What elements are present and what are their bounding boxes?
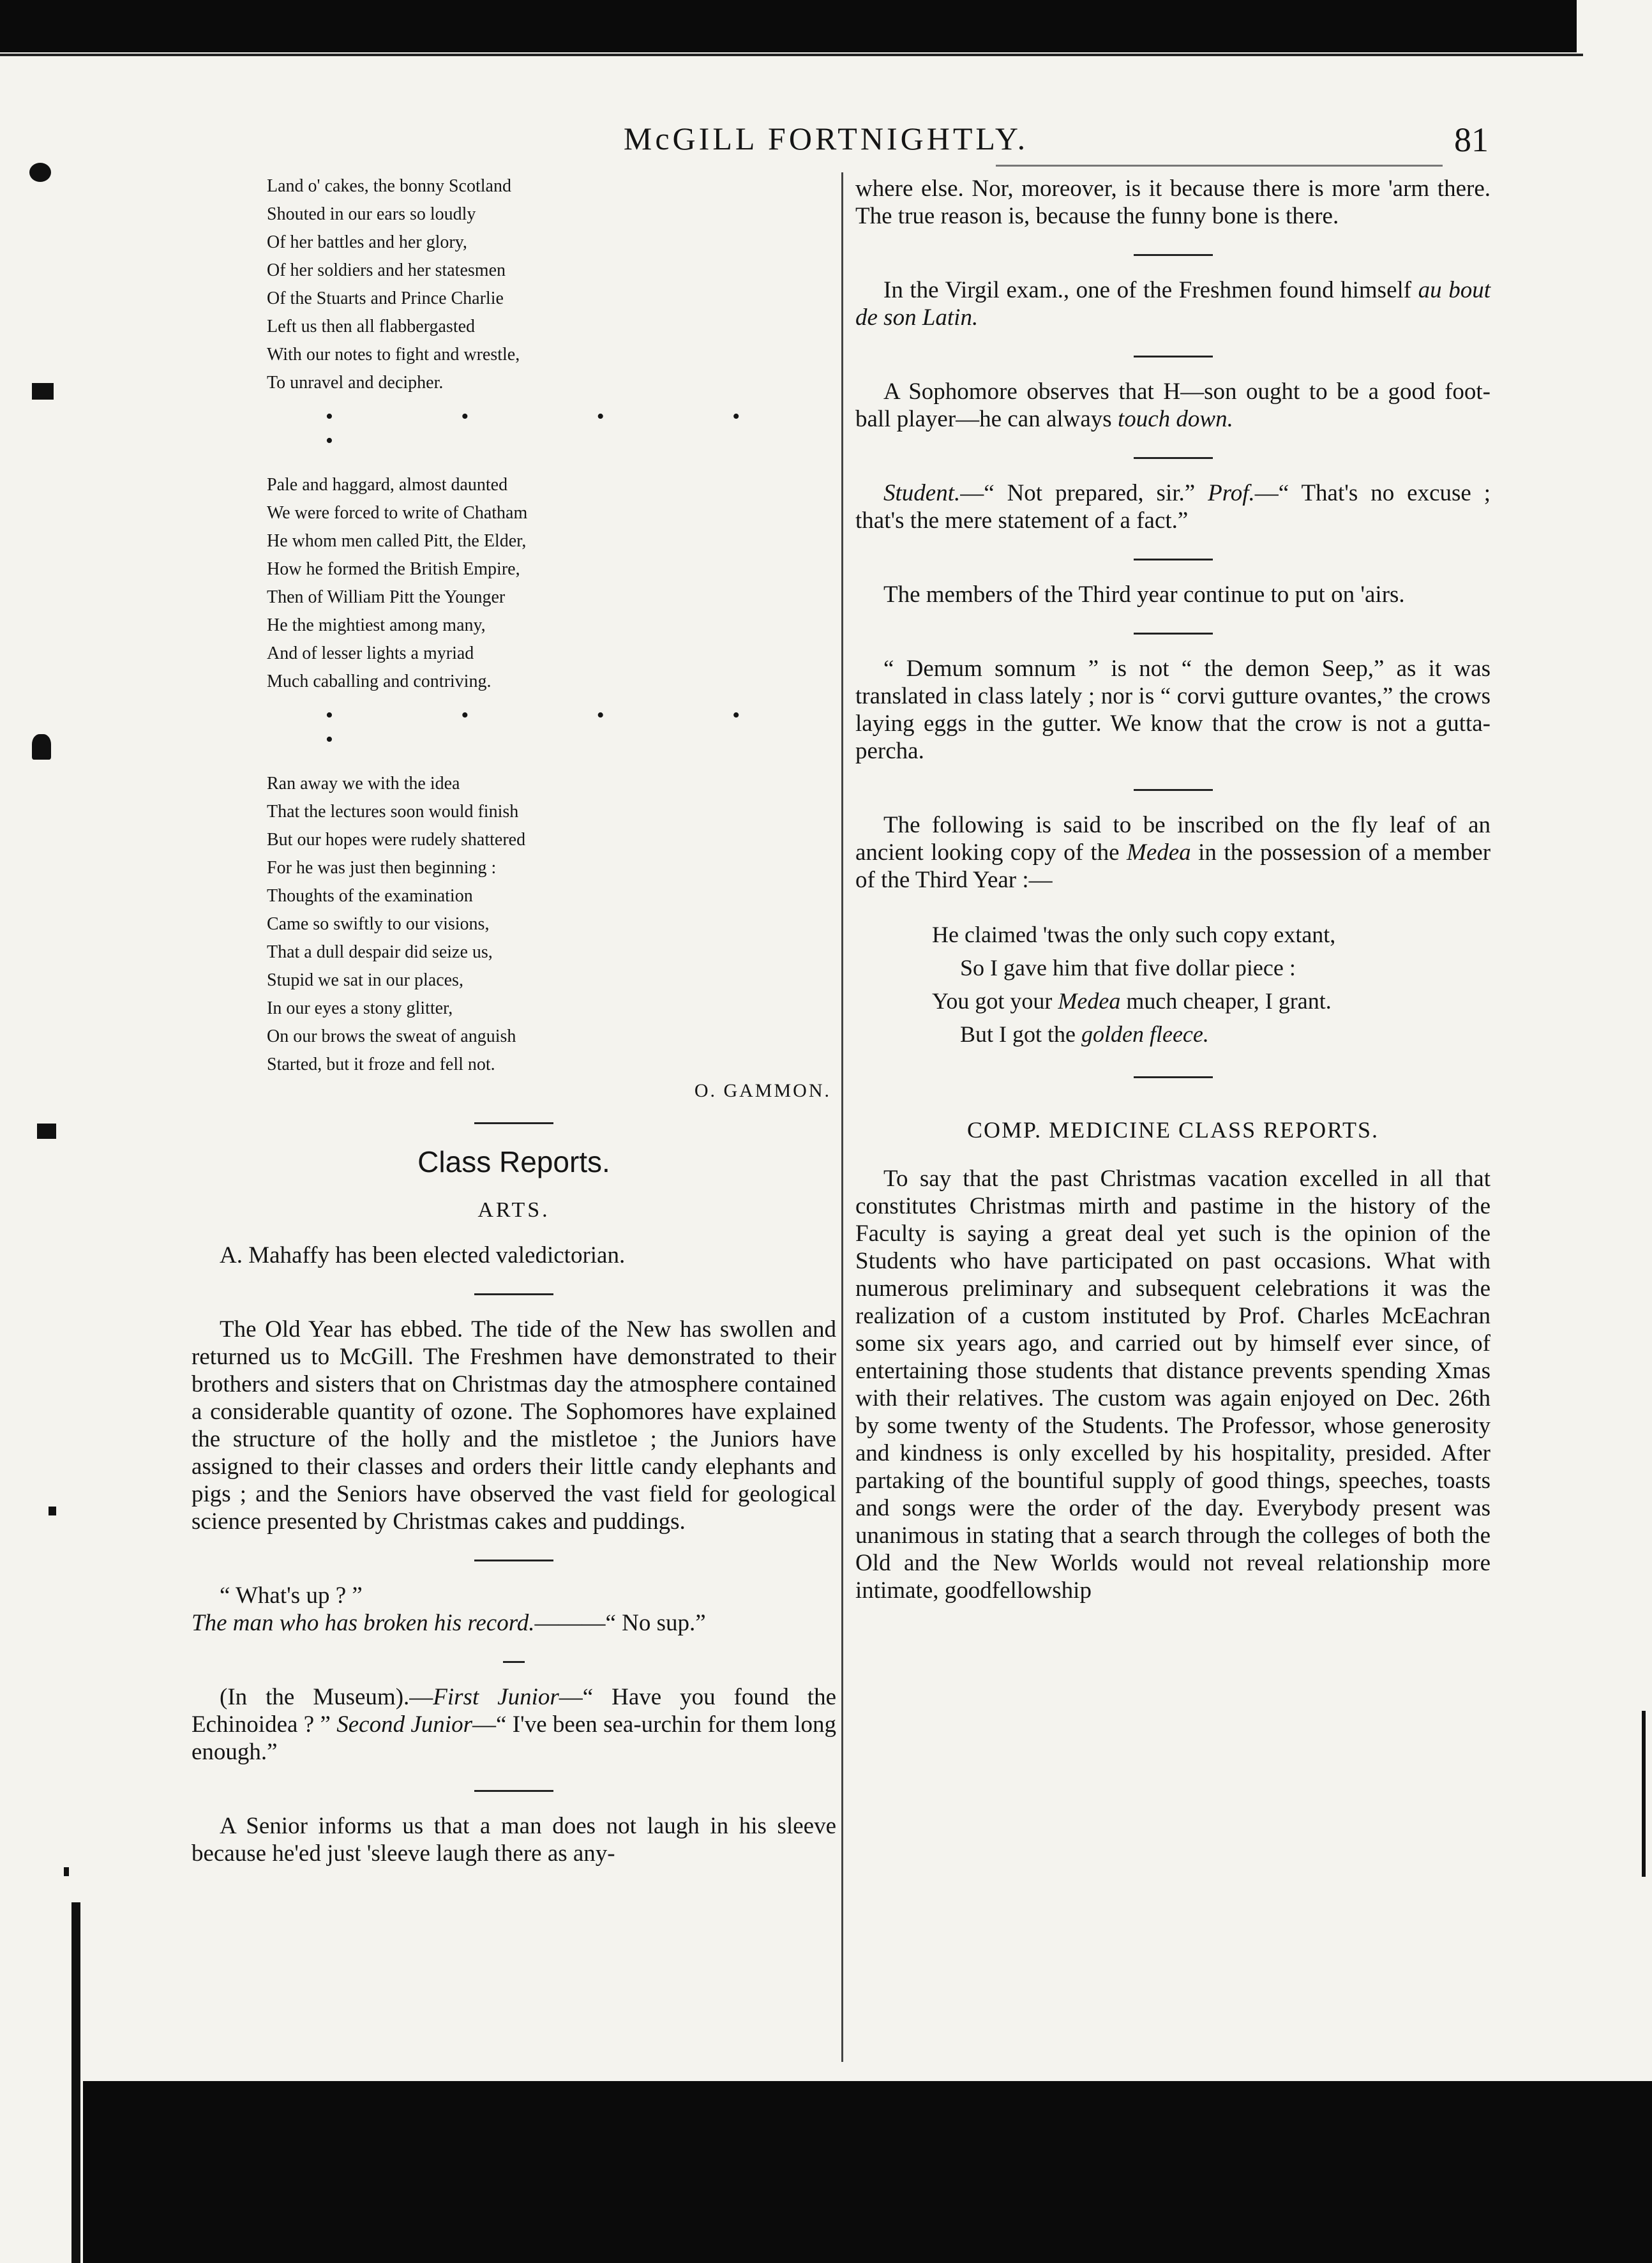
item-rule bbox=[1134, 789, 1213, 791]
margin-mark bbox=[29, 163, 51, 182]
poem-line: He whom men called Pitt, the Elder, bbox=[267, 531, 527, 551]
poem-line: Pale and haggard, almost daunted bbox=[267, 475, 508, 495]
margin-mark bbox=[37, 1124, 56, 1139]
poem-line: Of the Stuarts and Prince Charlie bbox=[267, 289, 504, 308]
poem-line: Thoughts of the examination bbox=[267, 886, 473, 906]
poem-line: Of her battles and her glory, bbox=[267, 232, 467, 252]
verse-text: But I got the bbox=[960, 1021, 1081, 1047]
paragraph-sophomore bbox=[855, 378, 1491, 433]
poem-line: And of lesser lights a myriad bbox=[267, 643, 474, 663]
margin-mark bbox=[32, 383, 54, 400]
item-rule bbox=[474, 1293, 553, 1295]
poem-line: Land o' cakes, the bonny Scotland bbox=[267, 176, 511, 196]
item-rule bbox=[503, 1661, 525, 1663]
right-column bbox=[855, 172, 1491, 1628]
left-column bbox=[191, 172, 836, 1891]
museum-speaker: Second Junior bbox=[336, 1711, 472, 1738]
poem-line: Came so swiftly to our visions, bbox=[267, 914, 490, 934]
stanza-separator-dots: • • • • • bbox=[326, 405, 802, 453]
student-speaker: Student. bbox=[883, 480, 961, 506]
poem-line: How he formed the British Empire, bbox=[267, 559, 520, 579]
poem-line: Then of William Pitt the Younger bbox=[267, 587, 506, 607]
poem-stanza-3 bbox=[191, 770, 836, 1079]
verse-line: He claimed 'twas the only such copy extant, bbox=[932, 922, 1336, 947]
section-title: Class Reports. bbox=[417, 1145, 610, 1178]
item-rule bbox=[1134, 1076, 1213, 1078]
poem-line: We were forced to write of Chatham bbox=[267, 503, 528, 523]
paragraph-whats-up bbox=[191, 1582, 836, 1637]
poem-line: Much caballing and contriving. bbox=[267, 672, 492, 691]
prof-speaker: Prof. bbox=[1208, 480, 1255, 506]
section-rule bbox=[474, 1122, 553, 1124]
verse-line bbox=[932, 1018, 1491, 1051]
item-rule bbox=[474, 1560, 553, 1561]
paragraph-medea bbox=[855, 811, 1491, 894]
column-divider bbox=[841, 172, 843, 2062]
poem-line: With our notes to fight and wrestle, bbox=[267, 345, 520, 365]
medea-italic: Medea bbox=[1127, 839, 1191, 866]
poem-line: Of her soldiers and her statesmen bbox=[267, 260, 506, 280]
poem-line: Left us then all flabbergasted bbox=[267, 317, 476, 336]
museum-text: —“ I've been sea-urchin for them long enough.” bbox=[191, 1711, 837, 1765]
paragraph-old-year: The Old Year has ebbed. The tide of the New has swollen and returned us to McGill. The Freshmen have demonstrated to their brothers and sisters that on Christmas day the atmosphere contained a considerable quantity of ozone. The Sophomores have explained the structure of the holly and the mistletoe ; the Juniors have assigned to their classes and orders their little candy elephants and pigs ; and the Seniors have observed the vast field for geological science presented by Christmas cakes and puddings. bbox=[191, 1316, 836, 1535]
prof-text: —“ That's no excuse ; that's the mere statement of a fact.” bbox=[855, 480, 1491, 534]
margin-mark bbox=[64, 1867, 69, 1876]
verse-line: So I gave him that five dollar piece : bbox=[960, 955, 1296, 981]
verse-line bbox=[932, 984, 1491, 1018]
museum-text: —“ Have you found the Echinoidea ? ” bbox=[191, 1684, 837, 1738]
poem-line: Shouted in our ears so loudly bbox=[267, 204, 476, 224]
scan-left-edge bbox=[71, 1902, 80, 2263]
verse-text: You got your bbox=[932, 988, 1058, 1014]
poem-line: Stupid we sat in our places, bbox=[267, 970, 463, 990]
poem-stanza-2 bbox=[191, 471, 836, 696]
margin-mark bbox=[1642, 1711, 1646, 1877]
whats-up-answer: ———“ No sup.” bbox=[534, 1610, 706, 1636]
paragraph-mahaffy: A. Mahaffy has been elected valedictorian. bbox=[220, 1242, 626, 1268]
item-rule bbox=[1134, 356, 1213, 357]
stanza-separator-dots: • • • • • bbox=[326, 703, 802, 751]
paragraph-virgil bbox=[855, 276, 1491, 331]
medea-text: in the possession of a member of the Third Year :— bbox=[855, 839, 1491, 893]
poem-line: To unravel and decipher. bbox=[267, 373, 444, 393]
paragraph-student-prof bbox=[855, 479, 1491, 534]
subsection-title: ARTS. bbox=[477, 1198, 550, 1222]
margin-mark bbox=[32, 734, 51, 760]
comp-medicine-heading: COMP. MEDICINE CLASS REPORTS. bbox=[967, 1117, 1379, 1143]
poem-line: That the lectures soon would finish bbox=[267, 802, 519, 822]
poem-line: On our brows the sweat of anguish bbox=[267, 1026, 516, 1046]
whats-up-question: “ What's up ? ” bbox=[220, 1583, 363, 1609]
virgil-text: In the Virgil exam., one of the Freshmen found himself bbox=[883, 277, 1412, 303]
paragraph-third-year: The members of the Third year continue to put on 'airs. bbox=[883, 582, 1405, 608]
paragraph-demum: “ Demum somnum ” is not “ the demon Seep,” as it was translated in class lately ; nor is “ corvi gutture ovantes,” the crows laying eggs in the gutter. We know that the crow is not a gutta-percha. bbox=[855, 656, 1491, 764]
verse-text: much cheaper, I grant. bbox=[1120, 988, 1332, 1014]
header-dashed-rule bbox=[996, 165, 1443, 167]
scan-top-border bbox=[0, 0, 1577, 52]
museum-text: (In the Museum).— bbox=[220, 1684, 433, 1710]
poem-line: For he was just then beginning : bbox=[267, 858, 497, 878]
item-rule bbox=[1134, 633, 1213, 635]
page-header-title: McGILL FORTNIGHTLY. bbox=[623, 121, 1029, 156]
item-rule bbox=[474, 1790, 553, 1792]
paragraph-comp-medicine: To say that the past Christmas vacation excelled in all that constitutes Christmas mirth and pastime in the history of the Faculty is saying a great deal yet such is the opinion of the Students who have participated on past occasions. What with numerous preliminary and subsequent celebrations it was the realization of a custom instituted by Prof. Charles McEachran some six years ago, and carried out by himself ever since, of entertaining those students that distance prevents spending Xmas with their relatives. The custom was again enjoyed on Dec. 26th by some twenty of the Students. The Professor, whose generosity and kindness is only excelled by his hospitality, presided. After partaking of the bountiful supply of good things, speeches, toasts and songs were the order of the day. Everybody present was unanimous in stating that a search through the colleges of both the Old and the New Worlds would not reveal relationship more intimate, goodfellowship bbox=[855, 1166, 1491, 1604]
verse-italic: Medea bbox=[1058, 988, 1121, 1014]
poem-line: Ran away we with the idea bbox=[267, 774, 460, 793]
scan-bottom-border bbox=[83, 2081, 1652, 2263]
poem-line: Started, but it froze and fell not. bbox=[267, 1055, 495, 1074]
museum-speaker: First Junior bbox=[433, 1684, 559, 1710]
item-rule bbox=[1134, 254, 1213, 256]
margin-mark bbox=[49, 1507, 56, 1515]
poem-stanza-1 bbox=[191, 172, 836, 397]
scan-top-rule bbox=[0, 54, 1583, 56]
paragraph-museum bbox=[191, 1683, 836, 1766]
paragraph-senior-laugh: A Senior informs us that a man does not laugh in his sleeve because he'ed just 'sleeve laugh there as any- bbox=[191, 1813, 836, 1867]
poem-line: He the mightiest among many, bbox=[267, 615, 486, 635]
sophomore-text: A Sophomore observes that H—son ought to be a good foot-ball player—he can always bbox=[855, 379, 1491, 432]
poem-signature: O. GAMMON. bbox=[694, 1080, 831, 1101]
poem-line: But our hopes were rudely shattered bbox=[267, 830, 526, 850]
poem-line: That a dull despair did seize us, bbox=[267, 942, 493, 962]
student-text: —“ Not prepared, sir.” bbox=[960, 480, 1208, 506]
page-number: 81 bbox=[1454, 121, 1489, 159]
paragraph-continuation: where else. Nor, moreover, is it because there is more 'arm there. The true reason is, because the funny bone is there. bbox=[855, 176, 1491, 229]
sophomore-italic: touch down. bbox=[1117, 406, 1233, 432]
item-rule bbox=[1134, 457, 1213, 459]
virgil-italic: au bout de son Latin. bbox=[855, 277, 1491, 331]
medea-text: The following is said to be inscribed on the fly leaf of an ancient looking copy of the bbox=[855, 812, 1491, 866]
item-rule bbox=[1134, 559, 1213, 560]
verse-italic: golden fleece. bbox=[1081, 1021, 1209, 1047]
medea-verse bbox=[932, 918, 1491, 1051]
poem-line: In our eyes a stony glitter, bbox=[267, 998, 453, 1018]
whats-up-italic: The man who has broken his record. bbox=[191, 1610, 535, 1636]
